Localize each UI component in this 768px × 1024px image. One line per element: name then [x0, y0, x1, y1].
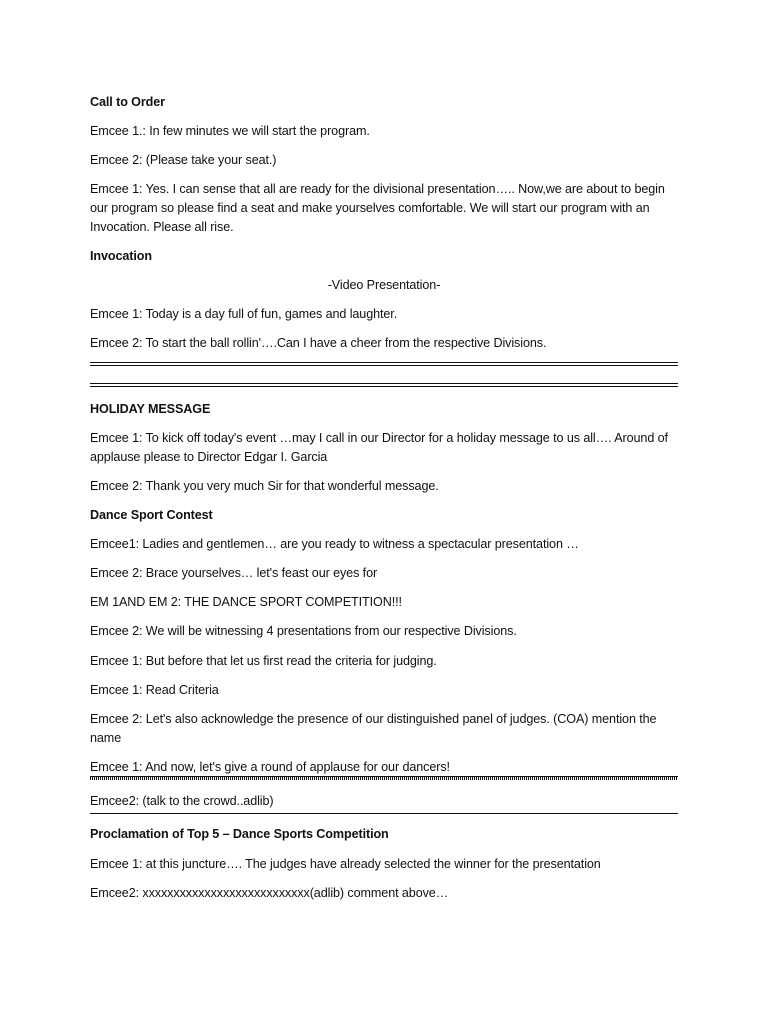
script-line: Emcee 2: To start the ball rollin'….Can I have a cheer from the respective Divisions.	[90, 336, 547, 350]
heading-dance-sport-contest: Dance Sport Contest	[90, 508, 213, 522]
script-line: Emcee 1: To kick off today's event …may I call in our Director for a holiday message to us all…. Around of applause please to Director Edgar I. Garcia	[90, 431, 668, 464]
script-line: Emcee 2: Thank you very much Sir for that wonderful message.	[90, 479, 439, 493]
heading-call-to-order: Call to Order	[90, 95, 165, 109]
script-line: Emcee 1: Yes. I can sense that all are ready for the divisional presentation….. Now,we are about to begin our program so please find a seat and make yourselves comfortable. We will start our program with an Invocation. Please all rise.	[90, 182, 665, 234]
dotted-divider	[90, 776, 678, 780]
double-divider	[90, 362, 678, 366]
script-line: Emcee 1.: In few minutes we will start the program.	[90, 124, 370, 138]
script-line: Emcee 2: Let's also acknowledge the presence of our distinguished panel of judges. (COA) mention the name	[90, 712, 657, 745]
script-line: Emcee 1: at this juncture…. The judges have already selected the winner for the presentation	[90, 857, 601, 871]
heading-holiday-message: HOLIDAY MESSAGE	[90, 402, 211, 416]
script-line: Emcee 1: Today is a day full of fun, games and laughter.	[90, 307, 398, 321]
script-line: Emcee 1: But before that let us first read the criteria for judging.	[90, 654, 437, 668]
script-line: Emcee 1: And now, let's give a round of applause for our dancers!	[90, 760, 450, 774]
script-line: EM 1AND EM 2: THE DANCE SPORT COMPETITION!!!	[90, 595, 402, 609]
script-line: Emcee 1: Read Criteria	[90, 683, 219, 697]
double-divider	[90, 383, 678, 387]
single-divider	[90, 813, 678, 814]
script-line: Emcee 2: (Please take your seat.)	[90, 153, 277, 167]
script-line: Emcee 2: We will be witnessing 4 presentations from our respective Divisions.	[90, 624, 517, 638]
heading-proclamation: Proclamation of Top 5 – Dance Sports Competition	[90, 827, 389, 841]
script-line: Emcee2: (talk to the crowd..adlib)	[90, 794, 274, 808]
script-line: Emcee2: xxxxxxxxxxxxxxxxxxxxxxxxxxx(adlib) comment above…	[90, 886, 449, 900]
script-line: Emcee1: Ladies and gentlemen… are you ready to witness a spectacular presentation …	[90, 537, 579, 551]
video-presentation-note: -Video Presentation-	[327, 278, 441, 292]
heading-invocation: Invocation	[90, 249, 152, 263]
script-line: Emcee 2: Brace yourselves… let's feast our eyes for	[90, 566, 378, 580]
